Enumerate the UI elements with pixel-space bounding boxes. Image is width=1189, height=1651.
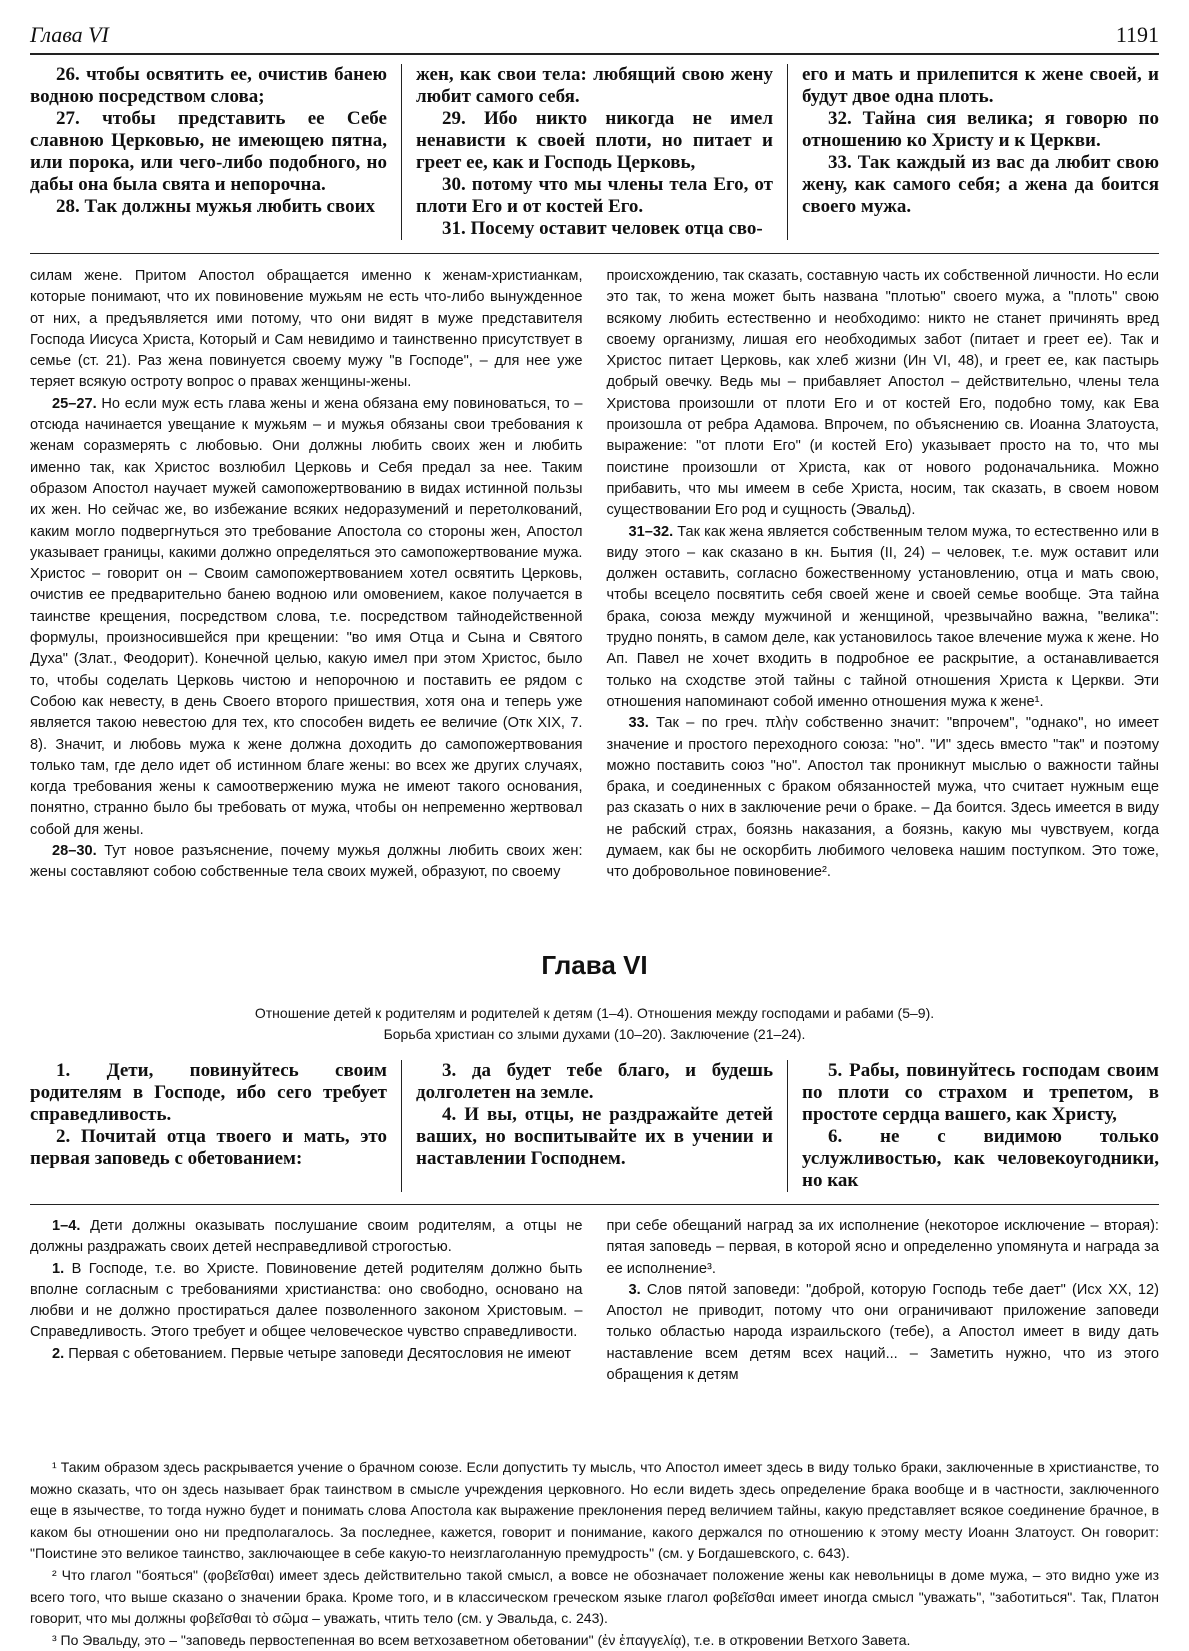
verse-31: 31. Посему оставит человек отца сво- [442, 218, 763, 239]
commentary-paragraph [607, 713, 1160, 883]
chapter-verses [30, 1060, 1159, 1192]
commentary-paragraph [607, 522, 1160, 714]
commentary-text: при себе обещаний наград за их исполнение (некоторое исключение – вторая): пятая заповедь – первая, в которой ясно и определенно упомянута и награда за ее исполнение³. [606, 1218, 1159, 1277]
verse-26: 26. чтобы освятить ее, очистив банею водною посредством слова; [30, 64, 387, 107]
commentary-paragraph [30, 841, 583, 884]
commentary-paragraph [30, 1259, 583, 1344]
chapter-summary [150, 1003, 1039, 1045]
commentary-text: силам жене. Притом Апостол обращается именно к женам-христианкам, которые понимают, что их повиновение мужьям не есть что-либо вынужденное от них, а предъявляется ими потому, что они видят в муже представителя Господа Иисуса Христа, Который и Сам невидимо и таинственно присутствует в семье (ст. 21). Раз жена повинуется своему мужу "в Господе", – для нее уже теряет всякую остроту вопрос о правах женщины-жены. [30, 268, 583, 391]
footnote-1: ¹ Таким образом здесь раскрывается учение о брачном союзе. Если допустить ту мысль, что Апостол имеет здесь в виду только браки, заключенные в христианстве, то можно сказать, что он здесь называет брак таинством в смысле учреждения церковного. Но если видеть здесь определение брака вообще и в частности, заключенного еще в язычестве, то тогда нужно будет и понимать слова Апостола как выражение преклонения перед величием тайны, какую представляет всякое соединение брачное, в каком бы отношении оно ни предполагалось. За последнее, кажется, говорит и понимание, какого держался по отношению к этому месту Иоанн Златоуст. Он говорит: "Поистине это великое таинство, заключающее в себе какую-то неизглаголанную премудрость" (см. у Богдашевского, с. 643). [30, 1459, 1159, 1562]
verses-rule-2 [30, 1204, 1159, 1205]
chapter-title: Глава VI [541, 950, 648, 980]
commentary-2-left [30, 1216, 583, 1386]
commentary-paragraph [30, 1216, 583, 1259]
commentary-paragraph [607, 266, 1160, 522]
verses-rule-1 [30, 253, 1159, 254]
verse-reference: 2. [52, 1345, 65, 1362]
top-verses [30, 64, 1159, 240]
verse-reference: 25–27. [52, 395, 97, 412]
commentary-paragraph [30, 394, 583, 841]
commentary-2 [30, 1216, 1159, 1386]
header-rule [30, 53, 1159, 55]
verse-31-cont: его и мать и прилепится к жене своей, и будут двое одна плоть. [802, 64, 1159, 107]
verse-33: 33. Так каждый из вас да любит свою жену, как самого себя; а жена да боится своего мужа. [802, 152, 1159, 217]
verse-reference: 1. [52, 1260, 65, 1277]
commentary-paragraph [607, 1280, 1160, 1386]
verse-column-1 [30, 1060, 401, 1192]
verse-2: 2. Почитай отца твоего и мать, это первая заповедь с обетованием: [30, 1126, 387, 1169]
verse-6: 6. не с видимою только услужливостью, как человекоугодники, но как [802, 1126, 1159, 1191]
verse-reference: 31–32. [628, 523, 674, 540]
running-head [30, 20, 1159, 52]
verse-28-cont: жен, как свои тела: любящий свою жену любит самого себя. [416, 64, 773, 107]
verse-28: 28. Так должны мужья любить своих [56, 196, 376, 217]
commentary-text: Так как жена является собственным телом мужа, то естественно или в виду этого – как сказано в кн. Бытия (II, 24) – человек, т.е. муж оставит или должен оставить, согласно божественному установлению, отца и мать свою, чтобы всецело посвятить себя своей жене и своей семье вообще. Эта тайна брака, союза между мужчиной и женщиной, чрезвычайно важна, "велика": трудно понять, в самом деле, как установилось такое влечение мужа к жене. Но Ап. Павел не хочет входить в подробное ее раскрытие, а останавливается только на сходстве этой тайны с тайной отношения Христа к Церкви. Эти отношения напоминают собой именно отношения мужа к жене¹. [606, 523, 1159, 710]
commentary-text: происхождению, так сказать, составную часть их собственной личности. Но если это так, то жена может быть названа "плотью" своего мужа, а "плоть" свою всякому любить естественно и необходимо: никто не станет причинять вред своему организму, лишая его необходимых забот (питает и греет ее). Так и Христос питает Церковь, как хлеб жизни (Ин VI, 48), и греет ее, как пастырь добрый овечку. Ведь мы – прибавляет Апостол – действительно, члены тела Христова произошли от плоти Его и от костей Его, подобно тому, как Ева произошла от ребра Адамова. Впрочем, по объяснению св. Иоанна Златоуста, выражение: "от плоти Его" (и костей Его) указывает просто на то, что мы поистине произошли от Христа, как от нового родоначальника. Можно прибавить, что мы имеем в себе Христа, носим, так сказать, в своем новом существовании Его род и сущность (Эвальд). [606, 268, 1159, 519]
verse-4: 4. И вы, отцы, не раздражайте детей ваших, но воспитывайте их в учении и наставлении Господнем. [416, 1104, 773, 1169]
verse-29: 29. Ибо никто никогда не имел ненависти к своей плоти, но питает и греет ее, как и Господь Церковь, [416, 108, 773, 173]
commentary-text: В Господе, т.е. во Христе. Повиновение детей родителям должно быть вполне согласным с требованиями христианства: оно свободно, основано на любви и не должно простираться далее позволенного законом Христовым. – Справедливость. Этого требует и общее человеческое чувство справедливости. [30, 1260, 583, 1341]
verse-reference: 1–4. [52, 1218, 81, 1234]
commentary-paragraph [30, 266, 583, 394]
commentary-paragraph [30, 1344, 583, 1365]
verse-reference: 33. [628, 715, 649, 732]
verse-column-3 [787, 64, 1159, 240]
verse-column-3 [787, 1060, 1159, 1192]
commentary-text: Первая с обетованием. Первые четыре заповеди Десятословия не имеют [64, 1345, 572, 1362]
footnotes [30, 1457, 1159, 1651]
chapter-summary-line: Борьба христиан со злыми духами (10–20). Заключение (21–24). [383, 1026, 806, 1042]
verse-column-1 [30, 64, 401, 240]
running-head-chapter: Глава VI [30, 22, 109, 47]
commentary-2-right [607, 1216, 1160, 1386]
commentary-1 [30, 266, 1159, 884]
verse-27: 27. чтобы представить ее Себе славною Церковью, не имеющею пятна, или порока, или чего-либо подобного, но дабы она была свята и непорочна. [30, 108, 387, 195]
verse-3: 3. да будет тебе благо, и будешь долголетен на земле. [416, 1060, 773, 1103]
commentary-text: Так – по греч. πλὴν собственно значит: "впрочем", "однако", но имеет значение и простого переходного союза: "но". "И" здесь вместо "так" и поэтому можно поставить союз "но". Апостол так проникнут мыслью о важности тайны брака, и соединенных с браком обязанностей мужа, что считает нужным еще раз сказать о них в заключение речи о браке. – Да боится. Здесь имеется в виду не рабский страх, боязнь наказания, а боязнь, какую мы чувствуем, когда думаем, как бы не оскорбить любимого человека нашим поступком. Это тоже, что добровольное повиновение². [606, 715, 1159, 881]
verse-32: 32. Тайна сия велика; я говорю по отношению ко Христу и к Церкви. [802, 108, 1159, 151]
commentary-text: Тут новое разъяснение, почему мужья должны любить своих жен: жены составляют собою собственные тела своих мужей, образуют, по своему [30, 843, 583, 881]
verse-30: 30. потому что мы члены тела Его, от плоти Его и от костей Его. [416, 174, 773, 217]
commentary-text: Дети должны оказывать послушание своим родителям, а отцы не должны раздражать своих детей несправедливой строгостью. [30, 1218, 583, 1256]
footnote-3: ³ По Эвальду, это – "заповедь первостепенная во всем ветхозаветном обетовании" (ἐν ἐπαγγελίᾳ), т.е. в откровении Ветхого Завета. [52, 1631, 911, 1648]
verse-column-2 [401, 64, 787, 240]
commentary-paragraph [607, 1216, 1160, 1280]
commentary-1-left [30, 266, 583, 884]
commentary-text: Слов пятой заповеди: "доброй, которую Господь тебе дает" (Исх XX, 12) Апостол не приводит, потому что они ограничивают приложение заповеди только областью народа израильского (тебе), а Апостол имеет в виду дать наставление всем детям всех наций... – Заметить нужно, что из этого обращения к детям [606, 1281, 1159, 1384]
chapter-summary-line: Отношение детей к родителям и родителей к детям (1–4). Отношения между господами и рабами (5–9). [254, 1005, 935, 1021]
verse-column-2 [401, 1060, 787, 1192]
page-number: 1191 [1115, 22, 1159, 47]
verse-1: 1. Дети, повинуйтесь своим родителям в Господе, ибо сего требует справедливость. [30, 1060, 387, 1125]
verse-reference: 28–30. [52, 843, 97, 860]
verse-5: 5. Рабы, повинуйтесь господам своим по плоти со страхом и трепетом, в простоте сердца вашего, как Христу, [802, 1060, 1159, 1125]
footnote-2: ² Что глагол "бояться" (φοβεῖσθαι) имеет здесь действительно такой смысл, а вовсе не обозначает положение жены как невольницы в доме мужа, – это видно уже из всего того, что выше сказано о значении брака. Кроме того, и в классическом греческом языке глагол φοβεῖσθαι имеет иногда смысл "уважать", "заботиться". Так, Платон говорит, что мы должны φοβεῖσθαι τὸ σῶμα – уважать, чтить тело (см. у Эвальда, с. 243). [30, 1566, 1159, 1627]
verse-reference: 3. [628, 1281, 641, 1298]
commentary-text: Но если муж есть глава жены и жена обязана ему повиноваться, то – отсюда начинается увещание к мужьям – и мужья обязаны свои требования к женам соразмерять с любовью. Они должны любить своих жен и любить именно так, как Христос возлюбил Церковь и Себя предал за нее. Таким образом Апостол научает мужей самопожертвованию в видах истинной пользы их жен. Но сейчас же, во избежание всяких недоразумений и перетолкований, каким могло подвергнуться это требование Апостола со стороны жен, Апостол указывает границы, какими должно определяться это самопожертвование мужа. Христос – говорит он – Своим самопожертвованием хотел освятить Церковь, очистив ее предварительно банею водною или омовением, какое получается в таинстве крещения, посредством слова, т.е. посредством тайнодейственной формулы, произносившейся при крещении: "во имя Отца и Сына и Святого Духа" (Злат., Феодорит). Конечной целью, какую имел при этом Христос, было то, чтобы соделать Церковь чистою и непорочною и поставить ее рядом с Собою как невесту, в день Своего второго пришествия, хотя она и теперь уже является такою невестою для тех, кто способен видеть ее величие (Отк XIX, 7. 8). Значит, и любовь мужа к жене должна доходить до самопожертвования только там, где дело идет об истинном благе жены: во всех же других случаях, когда требования жены к самоотвержению мужа не имеют такого основания, понятно, странно было бы требовать от мужа, чтобы он непременно жертвовал собой для жены. [30, 395, 583, 838]
commentary-1-right [607, 266, 1160, 884]
